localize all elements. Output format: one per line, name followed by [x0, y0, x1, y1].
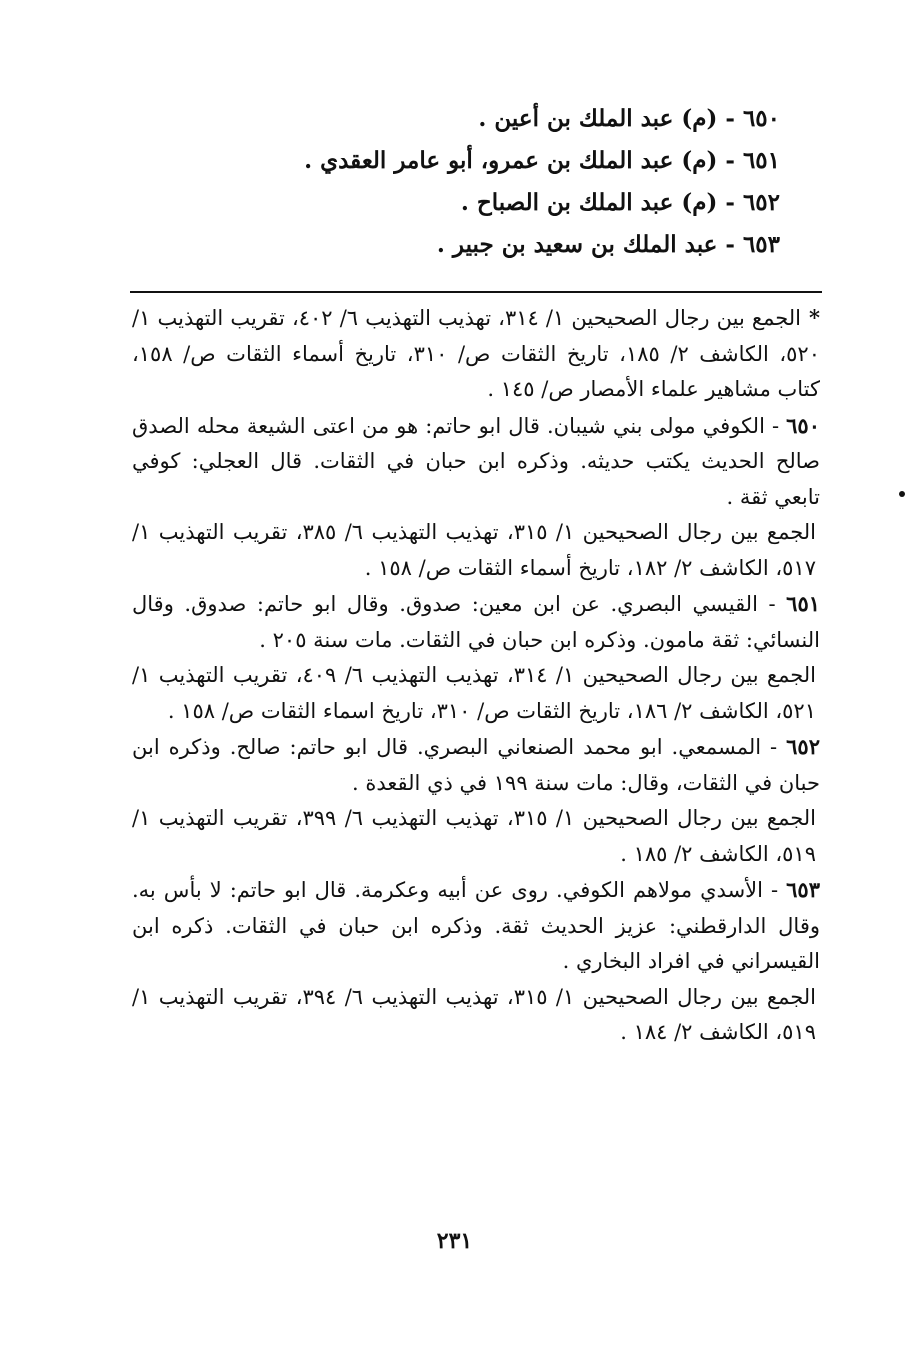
footnotes	[132, 300, 820, 1051]
heading-number: ٦٥٠	[742, 105, 780, 132]
entry-text: - القيسي البصري. عن ابن معين: صدوق. وقال ابو حاتم: صدوق. وقال النسائي: ثقة مامون. وذكره ابن حبان في الثقات. مات سنة ٢٠٥ .	[132, 592, 820, 652]
footnote-sources-652: الجمع بين رجال الصحيحين ١/ ٣١٥، تهذيب التهذيب ٦/ ٣٩٩، تقريب التهذيب ١/ ٥١٩، الكاشف ٢/ ١٨٥ .	[132, 806, 817, 866]
heading-number: ٦٥١	[742, 147, 780, 174]
footnote-general-sources	[132, 300, 820, 408]
footnote-entry-653	[132, 872, 820, 980]
footnote-entry-651	[132, 586, 820, 658]
footnote-sources-650: الجمع بين رجال الصحيحين ١/ ٣١٥، تهذيب التهذيب ٦/ ٣٨٥، تقريب التهذيب ١/ ٥١٧، الكاشف ٢/ ١٨٢، تاريخ أسماء الثقات ص/ ١٥٨ .	[132, 520, 817, 580]
heading-entry-651	[300, 140, 780, 182]
heading-text: - (م) عبد الملك بن أعين .	[478, 105, 735, 132]
heading-number: ٦٥٣	[742, 231, 780, 258]
page-number: ٢٣١	[436, 1228, 473, 1254]
heading-text: - عبد الملك بن سعيد بن جبير .	[436, 231, 735, 258]
footnote-sources-653: الجمع بين رجال الصحيحين ١/ ٣١٥، تهذيب التهذيب ٦/ ٣٩٤، تقريب التهذيب ١/ ٥١٩، الكاشف ٢/ ١٨٤ .	[132, 984, 817, 1044]
heading-number: ٦٥٢	[742, 189, 780, 216]
heading-text: - (م) عبد الملك بن الصباح .	[460, 189, 735, 216]
footnote-entry-652	[132, 729, 820, 801]
heading-text: - (م) عبد الملك بن عمرو، أبو عامر العقدي .	[304, 147, 735, 174]
footnote-sources-text: الجمع بين رجال الصحيحين ١/ ٣١٤، تهذيب التهذيب ٦/ ٤٠٢، تقريب التهذيب ١/ ٥٢٠، الكاشف ٢/ ١٨٥، تاريخ الثقات ص/ ٣١٠، تاريخ أسماء الثقات ص/ ١٥٨، كتاب مشاهير علماء الأمصار ص/ ١٤٥ .	[132, 306, 820, 401]
entry-number: ٦٥١	[786, 591, 821, 616]
margin-ink-dot	[899, 491, 905, 497]
entry-number: ٦٥٢	[786, 734, 820, 759]
footnote-marker: *	[809, 305, 820, 330]
heading-entry-653	[300, 224, 780, 266]
entry-number: ٦٥٣	[786, 877, 820, 902]
heading-entry-650	[300, 98, 780, 140]
heading-list	[300, 98, 780, 266]
entry-text: - الكوفي مولى بني شيبان. قال ابو حاتم: هو من اعتى الشيعة محله الصدق صالح الحديث يكتب حديثه. وذكره ابن حبان في الثقات. قال العجلي: كوفي تابعي ثقة .	[132, 413, 820, 509]
entry-text: - المسمعي. ابو محمد الصنعاني البصري. قال ابو حاتم: صالح. وذكره ابن حبان في الثقات، وقال: مات سنة ١٩٩ في ذي القعدة .	[132, 735, 820, 795]
entry-text: - الأسدي مولاهم الكوفي. روى عن أبيه وعكرمة. قال ابو حاتم: لا بأس به. وقال الدارقطني: عزيز الحديث ثقة. وذكره ابن حبان في الثقات. ذكره ابن القيسراني في افراد البخاري .	[132, 878, 820, 973]
footnote-sources-651: الجمع بين رجال الصحيحين ١/ ٣١٤، تهذيب التهذيب ٦/ ٤٠٩، تقريب التهذيب ١/ ٥٢١، الكاشف ٢/ ١٨٦، تاريخ الثقات ص/ ٣١٠، تاريخ اسماء الثقات ص/ ١٥٨ .	[132, 663, 817, 723]
heading-entry-652	[300, 182, 780, 224]
entry-number: ٦٥٠	[786, 412, 820, 438]
footnote-entry-650	[132, 408, 820, 516]
footnote-divider	[130, 291, 822, 293]
